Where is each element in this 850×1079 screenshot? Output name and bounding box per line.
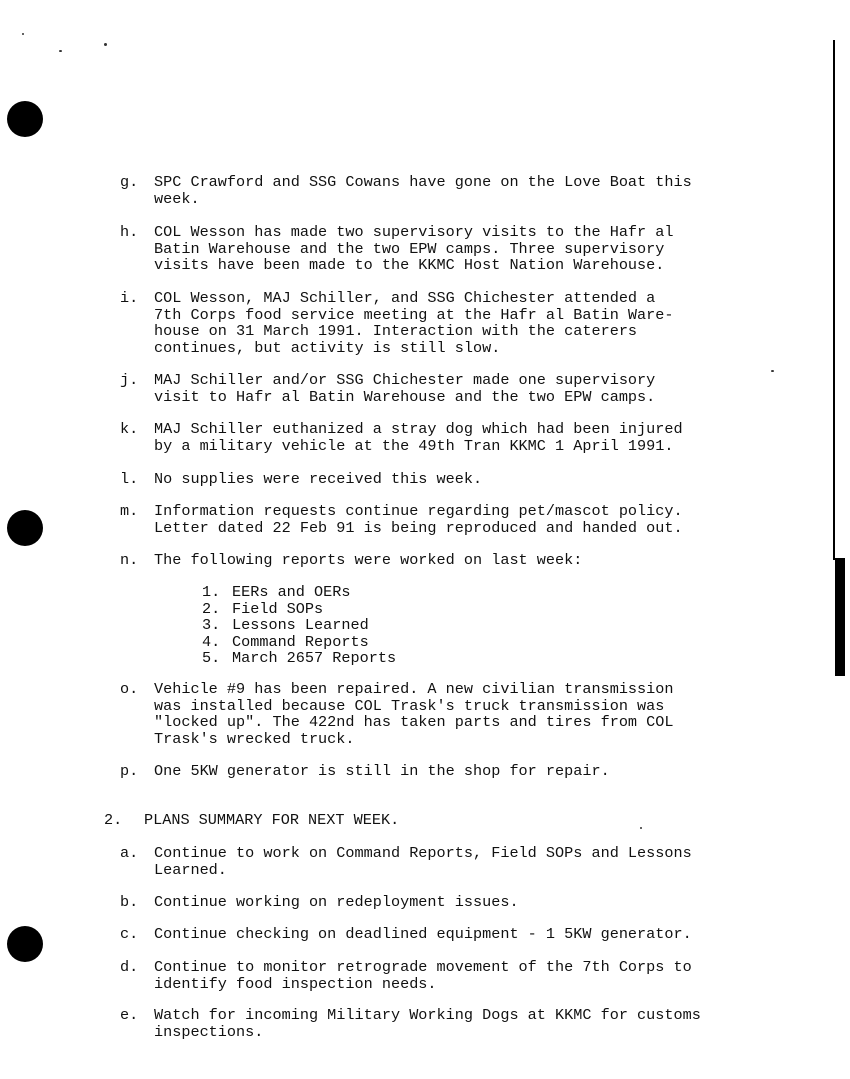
list-item-l — [120, 471, 760, 488]
scan-speck — [771, 370, 774, 372]
reports-list-item: 4. Command Reports — [202, 632, 369, 651]
item-label: o. — [120, 680, 139, 698]
item-label: a. — [120, 844, 139, 862]
reports-list-item: 1. EERs and OERs — [202, 583, 351, 601]
section-title: PLANS SUMMARY FOR NEXT WEEK. — [144, 811, 400, 829]
item-text: The following reports were worked on last week: — [154, 551, 583, 569]
plan-item-a — [120, 845, 760, 878]
item-text: MAJ Schiller euthanized a stray dog which had been injured by a military vehicle at the 49th Tran KKMC 1 April 1991. — [154, 420, 683, 455]
item-label: d. — [120, 958, 139, 976]
item-label: g. — [120, 173, 139, 191]
punch-hole-bottom — [7, 926, 43, 962]
item-text: One 5KW generator is still in the shop for repair. — [154, 762, 610, 780]
item-label: i. — [120, 289, 139, 307]
punch-hole-top — [7, 101, 43, 137]
item-text: Watch for incoming Military Working Dogs at KKMC for customs inspections. — [154, 1006, 701, 1041]
item-text: SPC Crawford and SSG Cowans have gone on the Love Boat this week. — [154, 173, 692, 208]
section-number: 2. — [104, 811, 123, 829]
reports-list-item: 2. Field SOPs — [202, 599, 324, 618]
item-label: c. — [120, 925, 139, 943]
list-item-p — [120, 763, 760, 780]
item-text: COL Wesson has made two supervisory visits to the Hafr al Batin Warehouse and the two EPW camps. Three supervisory visits have been made to the KKMC Host Nation Warehouse. — [154, 223, 674, 274]
scan-edge-bar — [835, 558, 845, 676]
punch-hole-middle — [7, 510, 43, 546]
item-text: Continue to monitor retrograde movement of the 7th Corps to identify food inspection needs. — [154, 958, 692, 993]
item-text: Continue checking on deadlined equipment - 1 5KW generator. — [154, 925, 692, 943]
list-item-n — [120, 552, 760, 569]
scan-speck — [640, 827, 642, 829]
section-heading — [104, 812, 399, 829]
item-label: k. — [120, 420, 139, 438]
reports-list — [202, 584, 396, 667]
reports-list-item: 3. Lessons Learned — [202, 616, 369, 634]
item-text: MAJ Schiller and/or SSG Chichester made one supervisory visit to Hafr al Batin Warehouse and the two EPW camps. — [154, 371, 656, 406]
list-item-o — [120, 681, 760, 747]
plan-item-d — [120, 959, 760, 992]
item-label: j. — [120, 371, 139, 389]
item-text: Continue working on redeployment issues. — [154, 893, 519, 911]
list-item-m — [120, 503, 760, 536]
plan-item-c — [120, 926, 760, 943]
reports-list-item: 5. March 2657 Reports — [202, 649, 397, 667]
item-label: h. — [120, 223, 139, 241]
list-item-h — [120, 224, 760, 274]
scan-edge-line — [833, 40, 835, 560]
list-item-i — [120, 290, 760, 356]
item-label: e. — [120, 1006, 139, 1024]
scan-speck — [104, 43, 107, 46]
item-label: n. — [120, 551, 139, 569]
item-text: Continue to work on Command Reports, Field SOPs and Lessons Learned. — [154, 844, 692, 879]
plan-item-e — [120, 1007, 760, 1040]
item-label: p. — [120, 762, 139, 780]
item-label: l. — [120, 470, 139, 488]
scan-speck — [59, 50, 62, 52]
plan-item-b — [120, 894, 760, 911]
list-item-k — [120, 421, 760, 454]
item-text: Vehicle #9 has been repaired. A new civilian transmission was installed because COL Trask's truck transmission was "locked up". The 422nd has taken parts and tires from COL Trask's wrecked truck. — [154, 680, 674, 748]
list-item-g — [120, 174, 760, 207]
item-text: No supplies were received this week. — [154, 470, 483, 488]
item-text: Information requests continue regarding pet/mascot policy. Letter dated 22 Feb 91 is being reproduced and handed out. — [154, 502, 683, 537]
item-text: COL Wesson, MAJ Schiller, and SSG Chichester attended a 7th Corps food service meeting at the Hafr al Batin Ware- house on 31 March 1991. Interaction with the caterers continues, but activity is still slow. — [154, 289, 674, 357]
scan-speck — [22, 33, 24, 35]
list-item-j — [120, 372, 760, 405]
item-label: b. — [120, 893, 139, 911]
item-label: m. — [120, 502, 139, 520]
